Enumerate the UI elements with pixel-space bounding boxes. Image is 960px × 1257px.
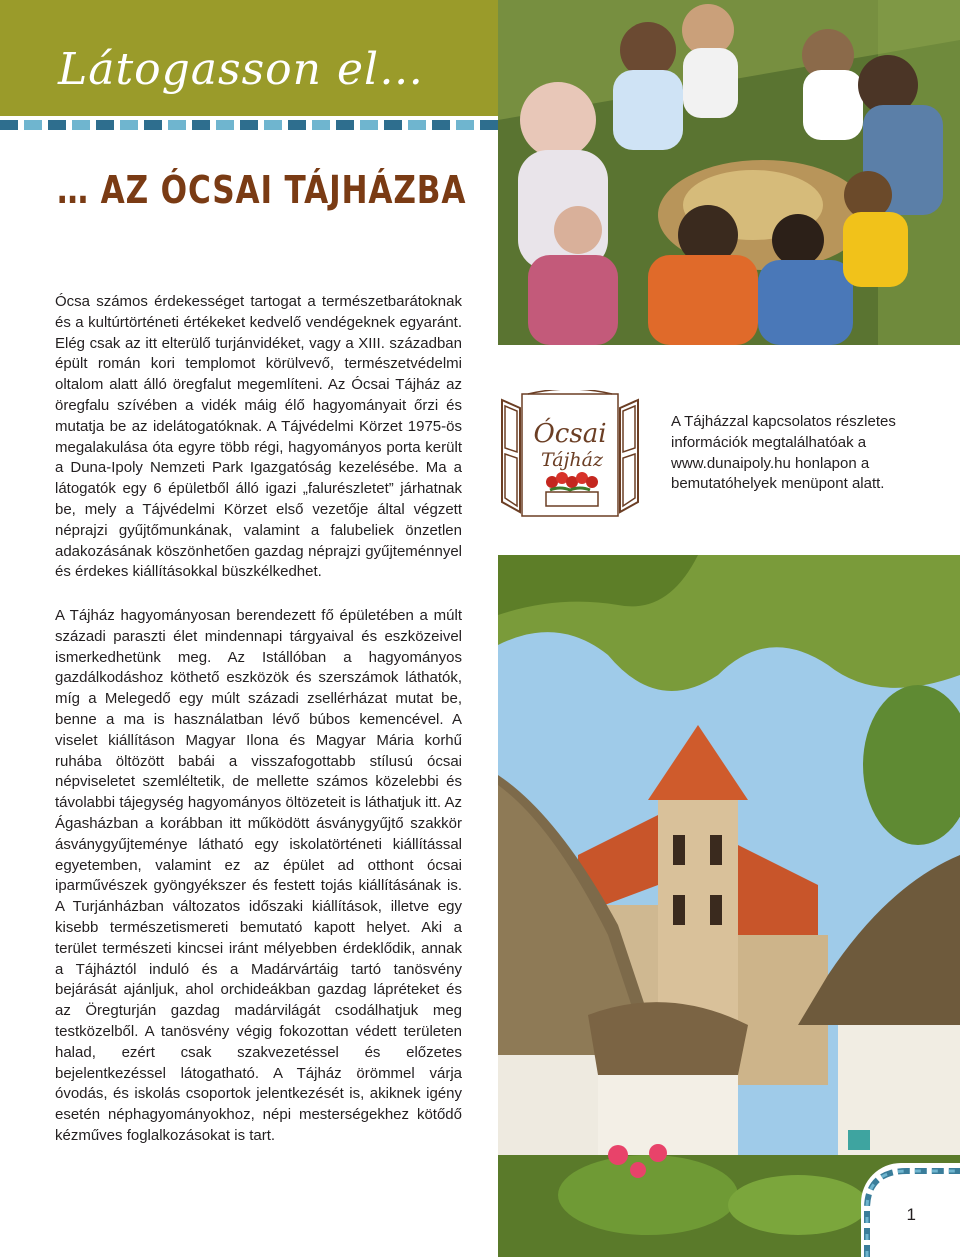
decorative-dash-strip [0,120,498,130]
script-title: Látogasson el… [58,44,425,95]
church-photo [498,555,960,1257]
intro-paragraph: Ócsa számos érdekességet tartogat a természetbarátoknak és a kultúrtörténeti értékeket kedvelő vendégeknek egyaránt. Elég csak az itt elterülő turjánvidéket, vagy a XIII. században épült román kori templomot körülvevő, természetvédelmi oltalom alatt álló öregfalut megemlíteni. Az Ócsai Tájház az öregfalu szívében a vidék máig élő hagyományait őrzi és mutatja be az idelátogatóknak. A Tájvédelmi Körzet 1975-ös megalakulása óta egyre több régi, hagyományos porta került a Duna-Ipoly Nemzeti Park Igazgatóság kezelésébe. Ma a látogatók egy 6 épületből álló igazi „falurészletet” járhatnak be, mely a Tájvédelmi Körzet első vezetője által végzett néprajzi gyűjtőmunkának, valamint a falubeliek önzetlen adakozásának köszönhetően gazdag néprajzi gyűjteménnyel és érdekes kiállításokkal büszkélkedhet. [55,293,462,581]
page-title: … AZ ÓCSAI TÁJHÁZBA [57,168,467,212]
children-photo [498,0,960,345]
info-note: A Tájházzal kapcsolatos részletes információk megtalálhatóak a www.dunaipoly.hu honlapon a bemutatóhelyek menüpont alatt. [671,413,896,493]
logo-illustration [500,390,640,520]
logo-word-tajhaz: Tájház [541,449,603,471]
church-photo-illustration [498,555,960,1257]
page-number: 1 [906,1205,916,1224]
page-number-corner [861,1163,960,1257]
body-paragraph: A Tájház hagyományosan berendezett fő épületében a múlt századi paraszti élet mindennapi tárgyaival és eszközeivel ismerkedhetünk meg. Az Istállóban a hagyományos gazdálkodáshoz köthető eszközök és szerszámok láthatók, míg a Melegedő egy múlt századi zsellérházat mutat be, benne a ma is használatban lévő búbos kemencével. A viselet kiállításon Magyar Ilona és Magyar Mária korhű ruhába öltözött babái a visszafogottabb stílusú ócsai népviseletet szemléltetik, de mellette számos közelebbi és távolabbi tájegység hagyományos öltözeteit is láthatjuk itt. Az Ágasházban a korábban itt működött ásványgyűjtő szakkör ásványgyűjteménye látható egy iskolatörténeti kiállítással egyetemben, valamint ez az épület ad otthont ócsai iparművészek gyöngyékszer és festett tojás kiállításának is. A Turjánházban változatos időszaki kiállítások, illetve egy kisebb természetismereti bemutató kapott helyet. Aki a terület természeti kincsei iránt mélyebben érdeklődik, annak a Tájháztól induló és a Madárvártáig tartó tanösvény bejárását ajánljuk, ahol orchideákban gazdag lápréteket és az Öregturján gazdag madárvilágát csodálhatjuk meg testközelből. A tanösvény végig fokozottan védett területen halad, ezért csak szakvezetéssel és előzetes bejelentkezéssel látogatható. A Tájház örömmel várja óvodás, és iskolás csoportok jelentkezését is, akiknek igény esetén néphagyományokhoz, népi mesterségekhez kötődő kézműves foglalkozásokat is tart. [55,607,462,1144]
ocsai-tajhaz-logo [500,390,640,520]
children-photo-illustration [498,0,960,345]
logo-word-ocsai: Ócsai [533,419,607,449]
header-band [0,0,498,116]
